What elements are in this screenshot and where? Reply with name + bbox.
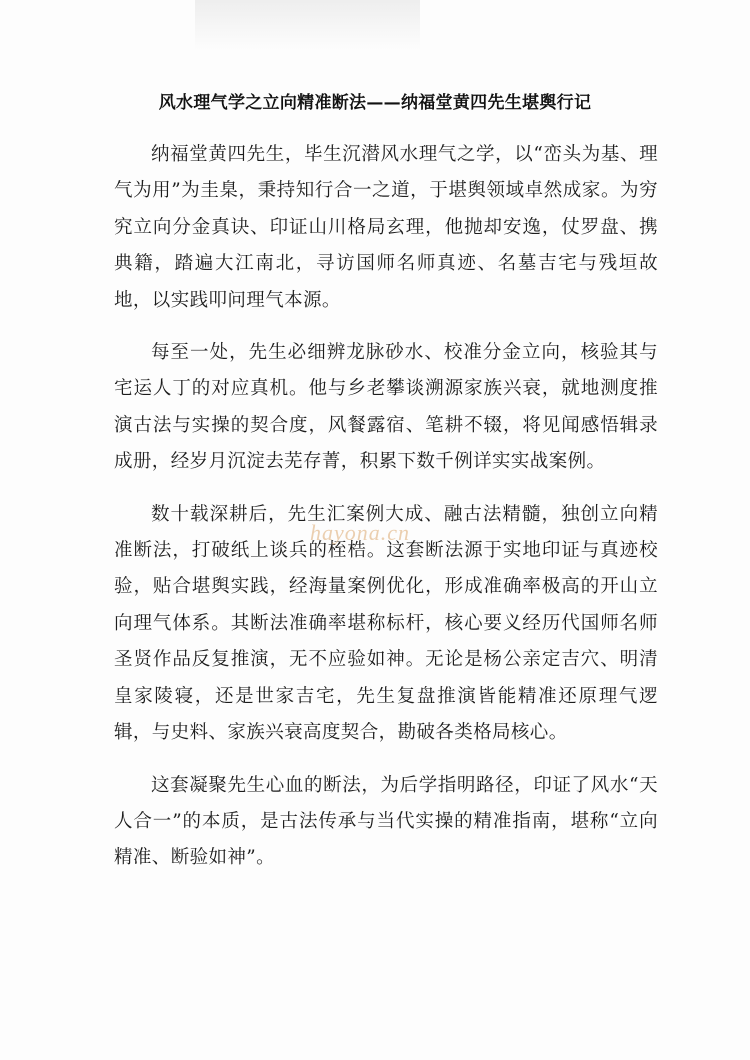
watermark: hayona.cn (310, 520, 411, 545)
paragraph-3: 数十载深耕后，先生汇案例大成、融古法精髓，独创立向精准断法，打破纸上谈兵的桎梏。这套断法源于实地印证与真迹校验，贴合堪舆实践，经海量案例优化，形成准确率极高的开山立向理气体系。其断法准确率堪称标杆，核心要义经历代国师名师圣贤作品反复推演，无不应验如神。无论是杨公亲定吉穴、明清皇家陵寝，还是世家吉宅，先生复盘推演皆能精准还原理气逻辑，与史料、家族兴衰高度契合，勘破各类格局核心。 (114, 503, 658, 744)
paragraph-1: 纳福堂黄四先生，毕生沉潜风水理气之学，以“峦头为基、理气为用”为圭臬，秉持知行合一之道，于堪舆领域卓然成家。为穷究立向分金真诀、印证山川格局玄理，他抛却安逸，仗罗盘、携典籍，踏遍大江南北，寻访国师名师真迹、名墓吉宅与残垣故地，以实践叩问理气本源。 (114, 144, 658, 311)
scan-shadow (195, 0, 420, 50)
paragraph-4: 这套凝聚先生心血的断法，为后学指明路径，印证了风水“天人合一”的本质，是古法传承与当代实操的精准指南，堪称“立向精准、断验如神”。 (114, 774, 658, 869)
document-title: 风水理气学之立向精准断法——纳福堂黄四先生堪舆行记 (158, 93, 592, 113)
paragraph-2: 每至一处，先生必细辨龙脉砂水、校准分金立向，核验其与宅运人丁的对应真机。他与乡老攀谈溯源家族兴衰，就地测度推演古法与实操的契合度，风餐露宿、笔耕不辍，将见闻感悟辑录成册，经岁月沉淀去芜存菁，积累下数千例详实实战案例。 (114, 342, 658, 473)
document-body (114, 137, 658, 893)
